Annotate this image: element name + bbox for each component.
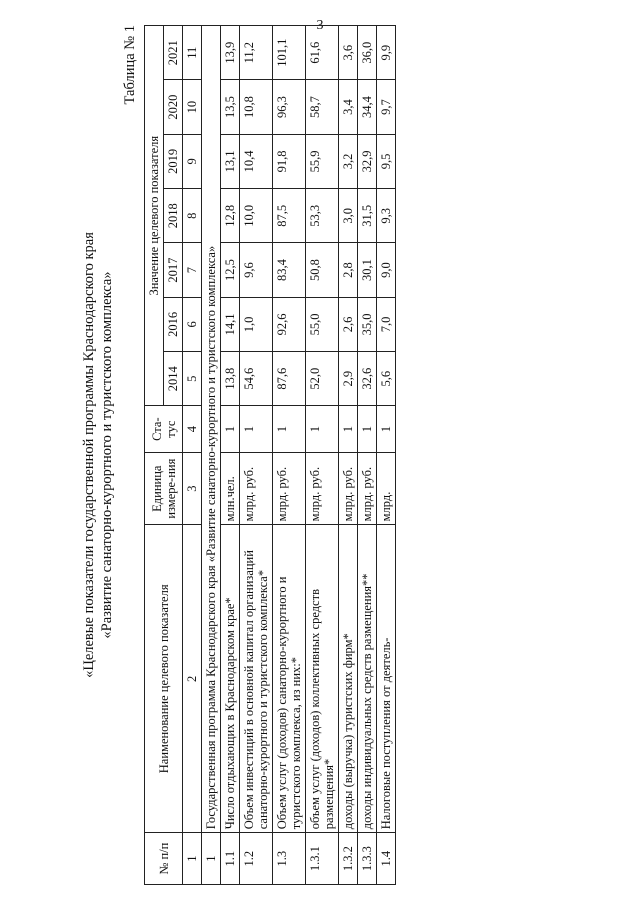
indicator-name: доходы (выручка) туристских фирм*	[339, 525, 358, 833]
indicator-name: Объем услуг (доходов) санаторно-курортного и туристского комплекса, из них:*	[273, 525, 306, 833]
value-cell: 2,6	[339, 297, 358, 351]
value-cell: 3,6	[339, 26, 358, 80]
value-cell: 9,5	[377, 134, 396, 188]
value-cell: 87,6	[273, 352, 306, 406]
column-index: 9	[183, 134, 202, 188]
column-index-row	[183, 26, 202, 885]
value-cell: 54,6	[240, 352, 273, 406]
value-cell: 53,3	[306, 189, 339, 243]
value-cell: 2,9	[339, 352, 358, 406]
row-no: 1.3.2	[339, 833, 358, 885]
value-cell: 83,4	[273, 243, 306, 297]
program-no: 1	[202, 833, 221, 885]
value-cell: 30,1	[358, 243, 377, 297]
value-cell: 9,6	[240, 243, 273, 297]
value-cell: 10,8	[240, 80, 273, 134]
value-cell: 14,1	[221, 297, 240, 351]
header-year: 2021	[164, 26, 183, 80]
program-row	[202, 26, 221, 885]
value-cell: 96,3	[273, 80, 306, 134]
table-row	[221, 26, 240, 885]
column-index: 6	[183, 297, 202, 351]
value-cell: 10,4	[240, 134, 273, 188]
document-title	[80, 25, 116, 885]
column-index: 5	[183, 352, 202, 406]
row-no: 1.3	[273, 833, 306, 885]
header-year: 2018	[164, 189, 183, 243]
table-row	[339, 26, 358, 885]
status-cell: 1	[339, 406, 358, 453]
value-cell: 61,6	[306, 26, 339, 80]
value-cell: 50,8	[306, 243, 339, 297]
column-index: 10	[183, 80, 202, 134]
header-row-1	[145, 26, 164, 885]
column-index: 4	[183, 406, 202, 453]
page-number: 3	[316, 18, 324, 33]
header-values-group: Значение целевого показателя	[145, 26, 164, 406]
value-cell: 13,1	[221, 134, 240, 188]
table-row	[306, 26, 339, 885]
status-cell: 1	[221, 406, 240, 453]
status-cell: 1	[240, 406, 273, 453]
value-cell: 13,5	[221, 80, 240, 134]
row-no: 1.4	[377, 833, 396, 885]
status-cell: 1	[358, 406, 377, 453]
header-year: 2016	[164, 297, 183, 351]
value-cell: 36,0	[358, 26, 377, 80]
title-line-1: «Целевые показатели государственной программы Краснодарского края	[81, 232, 97, 678]
header-no: № п/п	[145, 833, 183, 885]
unit-cell: млрд. руб.	[358, 452, 377, 524]
table-row	[377, 26, 396, 885]
header-year: 2017	[164, 243, 183, 297]
column-index: 11	[183, 26, 202, 80]
column-index: 1	[183, 833, 202, 885]
value-cell: 32,6	[358, 352, 377, 406]
indicator-name: доходы индивидуальных средств размещения**	[358, 525, 377, 833]
status-cell: 1	[306, 406, 339, 453]
value-cell: 13,8	[221, 352, 240, 406]
value-cell: 9,3	[377, 189, 396, 243]
value-cell: 31,5	[358, 189, 377, 243]
rotated-page-content	[80, 25, 640, 885]
value-cell: 9,0	[377, 243, 396, 297]
value-cell: 5,6	[377, 352, 396, 406]
header-year: 2020	[164, 80, 183, 134]
unit-cell: млн.чел.	[221, 452, 240, 524]
column-index: 8	[183, 189, 202, 243]
row-no: 1.1	[221, 833, 240, 885]
table-row	[240, 26, 273, 885]
value-cell: 10,0	[240, 189, 273, 243]
header-unit: Единица измере-ния	[145, 452, 183, 524]
row-no: 1.3.1	[306, 833, 339, 885]
value-cell: 55,9	[306, 134, 339, 188]
table-row	[273, 26, 306, 885]
value-cell: 2,8	[339, 243, 358, 297]
value-cell: 9,9	[377, 26, 396, 80]
row-no: 1.2	[240, 833, 273, 885]
value-cell: 3,2	[339, 134, 358, 188]
indicator-name: объем услуг (доходов) коллективных средств размещения*	[306, 525, 339, 833]
value-cell: 35,0	[358, 297, 377, 351]
value-cell: 7,0	[377, 297, 396, 351]
unit-cell: млрд. руб.	[306, 452, 339, 524]
column-index: 7	[183, 243, 202, 297]
indicator-rows	[221, 26, 396, 885]
row-no: 1.3.3	[358, 833, 377, 885]
value-cell: 101,1	[273, 26, 306, 80]
value-cell: 12,8	[221, 189, 240, 243]
value-cell: 12,5	[221, 243, 240, 297]
value-cell: 3,4	[339, 80, 358, 134]
indicator-name: Число отдыхающих в Краснодарском крае*	[221, 525, 240, 833]
header-year: 2019	[164, 134, 183, 188]
unit-cell: млрд. руб.	[273, 452, 306, 524]
header-name: Наименование целевого показателя	[145, 525, 183, 833]
column-index: 2	[183, 525, 202, 833]
table-row	[358, 26, 377, 885]
value-cell: 13,9	[221, 26, 240, 80]
value-cell: 52,0	[306, 352, 339, 406]
value-cell: 55,0	[306, 297, 339, 351]
status-cell: 1	[377, 406, 396, 453]
status-cell: 1	[273, 406, 306, 453]
indicators-table	[144, 25, 396, 885]
value-cell: 92,6	[273, 297, 306, 351]
value-cell: 9,7	[377, 80, 396, 134]
unit-cell: млрд. руб.	[240, 452, 273, 524]
program-title: Государственная программа Краснодарского края «Развитие санаторно-курортного и туристского комплекса»	[202, 26, 221, 833]
header-status: Ста-тус	[145, 406, 183, 453]
title-line-2: «Развитие санаторно-курортного и туристского комплекса»	[99, 271, 115, 639]
value-cell: 3,0	[339, 189, 358, 243]
value-cell: 91,8	[273, 134, 306, 188]
header-year: 2014	[164, 352, 183, 406]
column-index: 3	[183, 452, 202, 524]
unit-cell: млрд. руб.	[339, 452, 358, 524]
value-cell: 87,5	[273, 189, 306, 243]
indicator-name: Налоговые поступления от деятель-	[377, 525, 396, 833]
value-cell: 34,4	[358, 80, 377, 134]
value-cell: 1,0	[240, 297, 273, 351]
indicator-name: Объем инвестиций в основной капитал организаций санаторно-курортного и туристского комплекса*	[240, 525, 273, 833]
unit-cell: млрд.	[377, 452, 396, 524]
value-cell: 32,9	[358, 134, 377, 188]
value-cell: 11,2	[240, 26, 273, 80]
table-label: Таблица № 1	[122, 25, 138, 105]
value-cell: 58,7	[306, 80, 339, 134]
